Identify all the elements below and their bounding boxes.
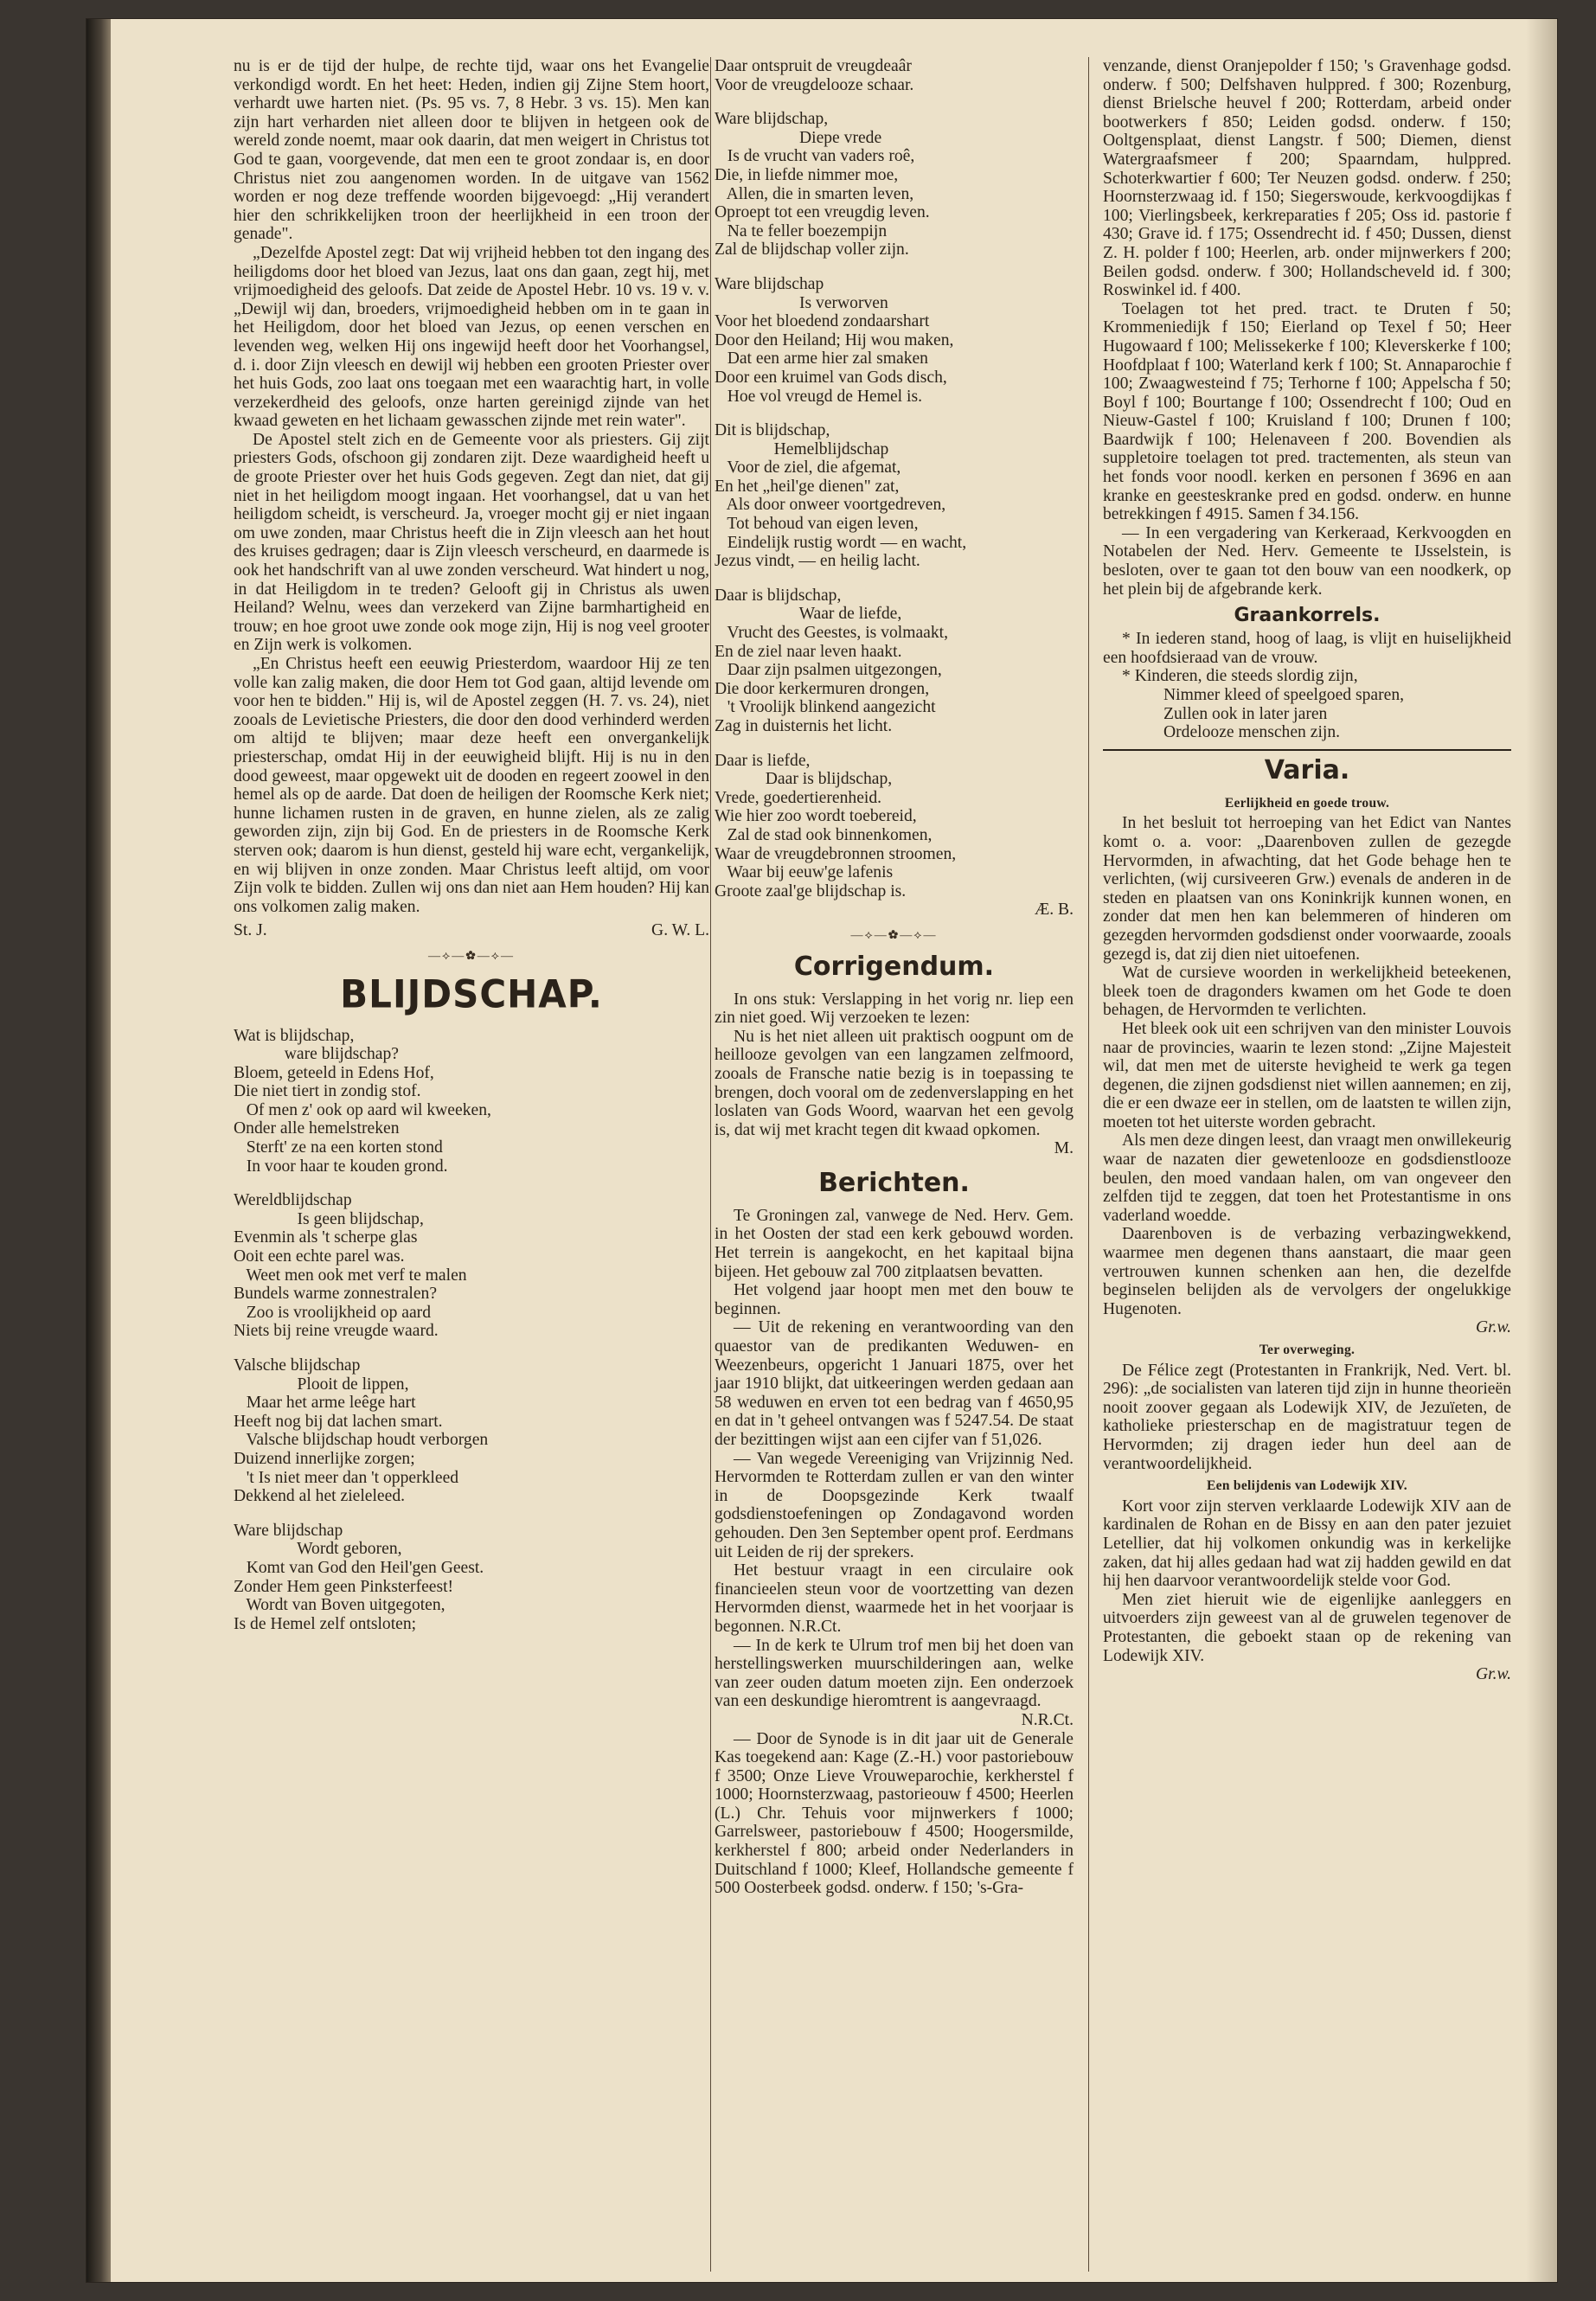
- poem-line: Voor de vreugdelooze schaar.: [715, 75, 914, 94]
- poem-line: Onder alle hemelstreken: [234, 1119, 400, 1138]
- article-signature: Gr.w.: [1475, 1665, 1511, 1684]
- poem-line: Valsche blijdschap houdt verborgen: [234, 1431, 489, 1450]
- poem-line: Dekkend al het zieleleed.: [234, 1487, 406, 1506]
- poem-line: Maar het arme leêge hart: [234, 1394, 416, 1413]
- poem-line: Door den Heiland; Hij wou maken,: [715, 330, 954, 349]
- poem-line: Zoo is vroolijkheid op aard: [234, 1303, 432, 1322]
- poem-line: Na te feller boezempijn: [715, 221, 888, 240]
- poem-signature: Æ. B.: [1034, 901, 1074, 920]
- poem-line: Eindelijk rustig wordt — en wacht,: [715, 533, 967, 552]
- poem-line: Bloem, geteeld in Edens Hof,: [234, 1063, 434, 1082]
- poem-line: Die niet tiert in zondig stof.: [234, 1082, 421, 1101]
- poem-line: Is de Hemel zelf ontsloten;: [234, 1614, 417, 1633]
- news-paragraph: — Van wegede Vereeniging van Vrijzinnig Ned. Hervormden te Rotterdam zullen er van den winter in de Doopsgezinde Kerk twaalf godsdienstoefeningen op Zondagavond worden gehouden. Den 3en September opent prof. Eerdmans uit Leiden de rij der sprekers.: [715, 1449, 1074, 1561]
- poem-line: Waar de liefde,: [715, 605, 902, 624]
- article-paragraph: „En Christus heeft een eeuwig Priesterdom, waardoor Hij ze ten volle kan zalig maken, die door Hem tot God gaan, altijd levende om voor hen te bidden." Hij is, wil de Apostel zeggen (H. 7. vs. 24), niet zooals de Levietische Priesters, die door den dood verhinderd werden om altijd te blijven; maar deze heeft een onvergankelijk priesterschap, omdat Hij in der eeuwigheid blijft. Hij is nu in den dood geweest, maar opgewekt uit de dooden en regeert zoowel in den hemel als op de aarde. Dat doen de heiligen der Roomsche Kerk niet; hunne lichamen rusten in de graven, en hunne zielen, als ze zalig geworden zijn, zijn bij God. En de priesters in de Roomsche Kerk sterven ook; daarom is hun dienst, gesteld hij ware echt, vergankelijk, en wij blijven in onze zonden. Maar Christus leeft altijd, om voor Zijn volk te bidden. Zullen wij ons dan niet aan Hem houden? Hij kan ons volkomen zalig maken.: [234, 655, 709, 916]
- poem-line: Duizend innerlijke zorgen;: [234, 1449, 415, 1468]
- poem-line: Plooit de lippen,: [234, 1375, 409, 1394]
- poem-stanza: [715, 57, 1074, 94]
- article-paragraph: De Apostel stelt zich en de Gemeente voor als priesters. Gij zijt priesters Gods, ofschoon gij zondaren zijt. Deze waardigheid heeft u de groote Priester over het huis Gods gegeven. Zegt dan niet, dat gij niet in het heiligdom moogt ingaan. Het voorhangsel, dat u van het heiligdom scheidt, is verscheurd. Ja, vroeger mocht gij er niet ingaan om uwe zonden, maar Christus heeft die in Zijn vleesch aan het hout des kruises gedragen; daar is Zijn vleesch verscheurd, en daarmede is ook het handschrift van al uwe zonden verscheurd. Wat hindert u nog, in dat Heiligdom in te treden? Gelooft gij in Christus als uwen Heiland? Welnu, wees dan verzekerd van Zijne barmhartigheid en trouw; en hoe groot uwe zonde ook moge zijn, Hij is nog veel grooter en Zijn werk is volkomen.: [234, 430, 709, 655]
- news-paragraph: venzande, dienst Oranjepolder f 150; 's Gravenhage godsd. onderw. f 500; Delfshaven hulppred. f 300; Rozenburg, dienst Brielsche heuvel f 200; Rotterdam, arbeid onder bootwerkers f 850; Leiden godsd. onderw. f 150; Ooltgensplaat, dienst Langstr. f 500; Diemen, dienst Watergraafsmeer f 200; Spaarndam, hulppred. Schoterkwartier f 600; Ter Neuzen godsd. onderw. f 250; Hoornsterzwaag id. f 150; Siegerswoude, kerkvoogdijkas f 100; Vierlingsbeek, kerkreparaties f 205; Oss id. pastorie f 430; Grave id. f 175; Ossendrecht id. f 450; Dussen, dienst Z. H. polder f 100; Heerlen, arb. onder mijnwerkers f 200; Beilen godsd. onderw. f 300; Hollandscheveld id. f 300; Roswinkel id. f 400.: [1103, 57, 1511, 300]
- book-binding-edge: [87, 19, 111, 2282]
- poem-line: 't Vroolijk blinkend aangezicht: [715, 698, 936, 717]
- poem-stanza: [715, 752, 1074, 901]
- poem-stanza: [715, 421, 1074, 571]
- article-signature: Gr.w.: [1475, 1318, 1511, 1337]
- poem-line: Voor het bloedend zondaarshart: [715, 312, 930, 331]
- article-paragraph: Nu is het niet alleen uit praktisch oogpunt om de heillooze gevolgen van een langzamen zelfmoord, zooals de Fransche natie bezig is in toepassing te brengen, doch vooral om de zedenverslapping en het loslaten van Gods Woord, waarvan het een gevolg is, dat wij met kracht tegen dit kwaad opkomen.: [715, 1027, 1074, 1139]
- article-paragraph: In ons stuk: Verslapping in het vorig nr. liep een zin niet goed. Wij verzoeken te lezen:: [715, 990, 1074, 1028]
- poem-line: Wordt van Boven uitgegoten,: [234, 1596, 445, 1615]
- column-rule: [1088, 57, 1089, 2272]
- poem-line: Diepe vrede: [715, 128, 882, 147]
- article-paragraph: Als men deze dingen leest, dan vraagt men onwillekeurig waar de nazaten dier gewetenlooze en godsdienstlooze beulen, den moed vandaan halen, om van ongeveer den zelfden tijd te zeggen, dat toen het Protestantisme in ons vaderland woedde.: [1103, 1131, 1511, 1225]
- poem-line: Die, in liefde nimmer moe,: [715, 165, 899, 184]
- section-title-berichten: Berichten.: [818, 1167, 970, 1198]
- article-paragraph: Wat de cursieve woorden in werkelijkheid beteekenen, bleek toen de dragonders kwamen om het Gode te doen behagen, de Hervormden te verlichten.: [1103, 964, 1511, 1020]
- article-signature: [234, 921, 709, 940]
- article-paragraph: In het besluit tot herroeping van het Edict van Nantes komt o. a. voor: „Daarenboven zullen de gezegde Hervormden, in afwachting, dat het Gode behage hen te verlichten, (wij cursiveeren Grw.) evenals de anderen in de steden en plaatsen van ons Koninkrijk kunnen wonen, en zonder dat men hen kan belemmeren of hinderen om gezegden hervormden godsdienst onder voorwaarde, zooals gezegd is, dat zij dien niet uitoefenen.: [1103, 814, 1511, 964]
- poem-line: Jezus vindt, — en heilig lacht.: [715, 552, 920, 571]
- article-paragraph: Men ziet hieruit wie de eigenlijke aanleggers en uitvoerders zijn geweest van al de gruwelen tegenover de Protestanten, die geboekt staan op de rekening van Lodewijk XIV.: [1103, 1590, 1511, 1665]
- poem-line: Daar ontspruit de vreugdeaâr: [715, 57, 912, 75]
- poem-line: Groote zaal'ge blijdschap is.: [715, 881, 907, 901]
- poem-line: Zag in duisternis het licht.: [715, 717, 893, 735]
- poem-line: Hoe vol vreugd de Hemel is.: [715, 387, 922, 406]
- poem-line: Vrucht des Geestes, is volmaakt,: [715, 624, 948, 643]
- poem-line: Voor de ziel, die afgemat,: [715, 458, 901, 478]
- poem-line: En de ziel naar leven haakt.: [715, 642, 902, 661]
- poem-line: Door een kruimel van Gods disch,: [715, 368, 947, 387]
- subheading: Een belijdenis van Lodewijk XIV.: [1207, 1478, 1407, 1494]
- ornament-divider: —⟡—✿—⟡—: [427, 949, 516, 963]
- verse-line: Nimmer kleed of speelgoed sparen,: [1163, 686, 1405, 704]
- article-signature: M.: [1054, 1139, 1074, 1158]
- news-source: N.R.Ct.: [1021, 1710, 1074, 1729]
- column-3: [1103, 57, 1511, 1684]
- poem-line: Dit is blijdschap,: [715, 421, 830, 440]
- signature-left: St. J.: [234, 921, 267, 940]
- poem-line: Is de vrucht van vaders roê,: [715, 147, 915, 166]
- page-edge-shadow: [1526, 19, 1557, 2282]
- column-1: [234, 57, 709, 1633]
- poem-line: Zal de stad ook binnenkomen,: [715, 825, 933, 844]
- column-rule: [710, 57, 711, 2272]
- section-rule: [1103, 749, 1511, 751]
- article-paragraph: De Félice zegt (Protestanten in Frankrijk, Ned. Vert. bl. 296): „de socialisten van lateren tijd zijn in hunne theorieën nooit zoover gegaan als Lodewijk XIV, de Jezuïeten, de katholieke priesterschap en de magistratuur tegen de Hervormden; zij dragen ieder hun deel aan de verantwoordelijkheid.: [1103, 1361, 1511, 1473]
- poem-line: Is geen blijdschap,: [234, 1209, 424, 1228]
- poem-line: En het „heil'ge dienen" zat,: [715, 477, 900, 496]
- poem-line: Allen, die in smarten leven,: [715, 184, 914, 203]
- poem-line: Heeft nog bij dat lachen smart.: [234, 1412, 443, 1431]
- aphorism: * In iederen stand, hoog of laag, is vlijt en huiselijkheid een hoofdsieraad van de vrouw.: [1103, 630, 1511, 667]
- verse-line: Ordelooze menschen zijn.: [1163, 723, 1341, 742]
- poem-line: Waar bij eeuw'ge lafenis: [715, 863, 894, 882]
- article-paragraph: nu is er de tijd der hulpe, de rechte tijd, waar ons het Evangelie verkondigd wordt. En het heet: Heden, indien gij Zijne Stem hoort, verhardt uwe harten niet. (Ps. 95 vs. 7, 8 Hebr. 3 vs. 15). Men kan zijn hart verharden niet alleen door te blijven in hetgeen ook de wereld zonde noemt, maar ook daarin, dat men weigert in Christus tot God te gaan, voorgevende, dat men een te groot zondaar is, en door Christus niet zou aangenomen worden. In de uitgave van 1562 worden er nog deze treffende woorden bijgevoegd: „Hij verandert hier den schrikkelijken troon der heerlijkheid in een troon der genade".: [234, 57, 709, 244]
- ornament-divider: —⟡—✿—⟡—: [850, 928, 938, 942]
- poem-line: Daar is liefde,: [715, 751, 811, 770]
- aphorism: * Kinderen, die steeds slordig zijn,: [1122, 667, 1358, 686]
- poem-line: Weet men ook met verf te malen: [234, 1266, 467, 1285]
- news-paragraph: Het bestuur vraagt in een circulaire ook financieelen steun voor de voortzetting van dezen Hervormden dienst, waarmede het in het voorjaar is begonnen. N.R.Ct.: [715, 1561, 1074, 1636]
- section-title-graankorrels: Graankorrels.: [1234, 605, 1381, 627]
- article-paragraph: Kort voor zijn sterven verklaarde Lodewijk XIV aan de kardinalen de Rohan en de Bissy en aan den pater jezuiet Letellier, dat hij volkomen onkundig was in kerkelijke zaken, dat hij alles gedaan had wat zij hadden gewild en dat hij hen daarvoor verantwoordelijk stelde voor God.: [1103, 1497, 1511, 1591]
- poem-line: Daar is blijdschap,: [715, 586, 842, 605]
- poem-line: In voor haar te kouden grond.: [234, 1157, 448, 1176]
- poem-line: Oproept tot een vreugdig leven.: [715, 203, 930, 222]
- poem-line: Evenmin als 't scherpe glas: [234, 1228, 418, 1247]
- section-title-varia: Varia.: [1264, 754, 1350, 785]
- poem-line: Ware blijdschap: [234, 1521, 343, 1540]
- poem-line: Niets bij reine vreugde waard.: [234, 1322, 439, 1341]
- poem-continued: [715, 57, 1074, 901]
- news-paragraph: — In de kerk te Ulrum trof men bij het doen van herstellingswerken muurschilderingen aan, welke van zeer ouden datum moeten zijn. Een onderzoek van een deskundige hieromtrent is aangevraagd.: [715, 1636, 1074, 1711]
- poem-line: Die door kerkermuren drongen,: [715, 679, 930, 698]
- poem-line: Wie hier zoo wordt toebereid,: [715, 807, 917, 826]
- poem-line: Hemelblijdschap: [715, 439, 889, 458]
- poem: [234, 1027, 709, 1634]
- news-paragraph: Toelagen tot het pred. tract. te Druten f 50; Krommeniedijk f 150; Eierland op Texel f 50; Heer Hugowaard f 100; Melissekerke f 100; Kleverskerke f 100; Hoofdplaat f 100; Waterland kerk f 100; St. Annaparochie f 100; Zwaagwesteind f 75; Terhorne f 100; Appelscha f 50; Boyl f 100; Bourtange f 100; Ossendrecht f 100; Oud en Nieuw-Gastel f 100; Kruisland f 100; Drunen f 100; Baardwijk f 100; Helenaveen f 200. Bovendien als suppletoire toelagen tot pred. tractementen, als steun van het fonds voor noodl. kerken en personen f 3696 en aan kranke en geesteskranke pred en godsd. onderw. en hunne betrekkingen f 4915. Samen f 34.156.: [1103, 299, 1511, 524]
- poem-line: Komt van God den Heil'gen Geest.: [234, 1558, 484, 1577]
- poem-line: 't Is niet meer dan 't opperkleed: [234, 1468, 459, 1487]
- poem-line: Daar is blijdschap,: [715, 770, 893, 789]
- section-title-corrigendum: Corrigendum.: [793, 951, 995, 982]
- column-2: [715, 57, 1074, 1898]
- poem-line: Wereldblijdschap: [234, 1191, 352, 1210]
- poem-line: Wat is blijdschap,: [234, 1026, 355, 1045]
- poem-stanza: [234, 1027, 709, 1176]
- poem-line: Is verworven: [715, 293, 888, 312]
- poem-line: Valsche blijdschap: [234, 1356, 361, 1375]
- poem-line: Wordt geboren,: [234, 1540, 402, 1559]
- poem-stanza: [715, 110, 1074, 260]
- poem-line: Vrede, goedertierenheid.: [715, 788, 882, 807]
- poem-line: Ware blijdschap,: [715, 110, 829, 129]
- poem-stanza: [234, 1191, 709, 1341]
- article-paragraph: Daarenboven is de verbazing verbazingwekkend, waarmee men degenen thans aanstaart, die maar geen vertrouwen kunnen schenken aan hen, die dezelfde beginselen belijden als de vervolgers der ongelukkige Hugenoten.: [1103, 1225, 1511, 1318]
- news-paragraph: — Door de Synode is in dit jaar uit de Generale Kas toegekend aan: Kage (Z.-H.) voor pastoriebouw f 3500; Onze Lieve Vrouweparochie, kerkherstel f 1000; Hoornsterzwaag, pastorieouw f 4500; Heerlen (L.) Chr. Tehuis voor mijnwerkers f 1000; Garrelsweer, pastoriebouw f 4500; Hoogersmilde, kerkherstel f 800; arbeid onder Nederlanders in Duitschland f 1000; Kleef, Hollandsche gemeente f 500 Oosterbeek godsd. onderw. f 150; 's-Gra-: [715, 1729, 1074, 1898]
- poem-line: Of men z' ook op aard wil kweeken,: [234, 1100, 491, 1119]
- subheading: Ter overweging.: [1259, 1343, 1356, 1357]
- poem-line: Tot behoud van eigen leven,: [715, 515, 919, 534]
- newspaper-page: [87, 19, 1557, 2282]
- subheading: Eerlijkheid en goede trouw.: [1224, 795, 1390, 811]
- news-paragraph: Te Groningen zal, vanwege de Ned. Herv. Gem. in het Oosten der stad een kerk gebouwd worden. Het terrein is aangekocht, en het kapitaal bijna bijeen. Het gebouw zal 700 zitplaatsen bevatten.: [715, 1206, 1074, 1281]
- poem-line: Bundels warme zonnestralen?: [234, 1285, 438, 1304]
- article-paragraph: „Dezelfde Apostel zegt: Dat wij vrijheid hebben tot den ingang des heiligdoms door het bloed van Jezus, laat ons dan gaan, zegt hij, met vrijmoedigheid des geloofs. Dat zeide de Apostel Hebr. 10 vs. 19 v. v. „Dewijl wij dan, broeders, vrijmoedigheid hebben om in te gaan in het Heiligdom, door het bloed van Jezus, op eenen verschen en levenden weg, welken Hij ons ingewijd heeft door het Voorhangsel, d. i. door Zijn vleesch en dewijl wij hebben een grooten Priester over het huis Gods, zoo laat ons toegaan met een waarachtig hart, in volle verzekerdheid des geloofs, onze harten gereinigd zijnde van het kwaad geweten en het lichaam gewasschen zijnde met rein water".: [234, 243, 709, 431]
- poem-stanza: [234, 1356, 709, 1506]
- poem-line: Ooit een echte parel was.: [234, 1247, 405, 1266]
- poem-line: ware blijdschap?: [234, 1045, 399, 1064]
- news-paragraph: Het volgend jaar hoopt men met den bouw te beginnen.: [715, 1281, 1074, 1318]
- poem-line: Dat een arme hier zal smaken: [715, 349, 928, 369]
- poem-line: Zonder Hem geen Pinksterfeest!: [234, 1577, 454, 1596]
- poem-stanza: [715, 586, 1074, 736]
- poem-line: Zal de blijdschap voller zijn.: [715, 240, 909, 260]
- poem-stanza: [234, 1522, 709, 1634]
- article-paragraph: Het bleek ook uit een schrijven van den minister Louvois naar de provincies, waarin te lezen stond: „Zijne Majesteit wil, dat men met de uiterste hevigheid te werk ga tegen degenen, die zijnen godsdienst niet willen aannemen; en zij, die er een dwaze eer in stellen, om de laatsten te willen zijn, moeten tot het uiterste worden gebracht.: [1103, 1019, 1511, 1131]
- poem-title: BLIJDSCHAP.: [340, 971, 603, 1016]
- poem-line: Sterft' ze na een korten stond: [234, 1138, 443, 1157]
- poem-stanza: [715, 275, 1074, 406]
- poem-line: Daar zijn psalmen uitgezongen,: [715, 661, 942, 680]
- poem-line: Ware blijdschap: [715, 274, 824, 293]
- news-paragraph: — In een vergadering van Kerkeraad, Kerkvoogden en Notabelen der Ned. Herv. Gemeente te IJsselstein, is besloten, over te gaan tot den bouw van een noodkerk, op het plein bij de afgebrande kerk.: [1103, 523, 1511, 599]
- poem-line: Waar de vreugdebronnen stroomen,: [715, 844, 957, 863]
- poem-line: Als door onweer voortgedreven,: [715, 496, 946, 515]
- news-paragraph: — Uit de rekening en verantwoording van den quaestor van de predikanten Weduwen- en Weezenbeurs, opgericht 1 Januari 1875, over het jaar 1910 blijkt, dat uitkeeringen werden gedaan aan 58 weduwen en erven tot een bedrag van f 4650,95 en dat in 't geheel ontvangen was f 5247.54. De staat der bezittingen wijst aan een cijfer van f 51,026.: [715, 1318, 1074, 1449]
- verse-line: Zullen ook in later jaren: [1163, 704, 1328, 723]
- signature-right: G. W. L.: [651, 921, 709, 940]
- aphorism-verse: [1103, 686, 1511, 742]
